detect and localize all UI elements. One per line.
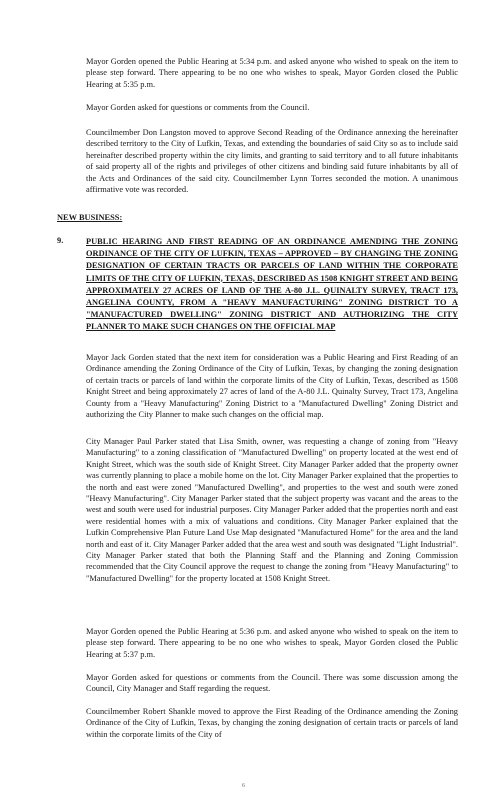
paragraph-annexation-motion: Councilmember Don Langston moved to approve Second Reading of the Ordinance annexing the hereinafter described territory to the City of Lufkin, Texas, and extending the boundaries of said City so as to include said hereinafter described property within the city limits, and granting to said territory and to all future inhabitants of said property all of the rights and privileges of other citizens and binding said future inhabitants by all of the Acts and Ordinances of the said city. Councilmember Lynn Torres seconded the motion. A unanimous affirmative vote was recorded. xyxy=(86,128,458,195)
page-number: 6 xyxy=(242,783,245,789)
paragraph-public-hearing-zoning: Mayor Gorden opened the Public Hearing at 5:36 p.m. and asked anyone who wished to speak on the item to please step forward. There appearing to be no one who wishes to speak, Mayor Gorden closed the Public Hearing at 5:37 p.m. xyxy=(86,627,458,659)
paragraph-council-questions: Mayor Gorden asked for questions or comments from the Council. xyxy=(86,103,310,112)
paragraph-public-hearing-annexation: Mayor Gorden opened the Public Hearing at 5:34 p.m. and asked anyone who wished to speak on the item to please step forward. There appearing to be no one who wishes to speak, Mayor Gorden closed the Public Hearing at 5:35 p.m. xyxy=(86,57,458,89)
paragraph-zoning-motion: Councilmember Robert Shankle moved to approve the First Reading of the Ordinance amending the Zoning Ordinance of the City of Lufkin, Texas, by changing the zoning designation of certain tracts or parcels of land within the corporate limits of the City of xyxy=(86,707,458,739)
paragraph-city-manager-report: City Manager Paul Parker stated that Lisa Smith, owner, was requesting a change of zoning from "Heavy Manufacturing" to a zoning classification of "Manufactured Dwelling" on property located at the west end of Knight Street, which was the south side of Knight Street. City Manager Parker added that the property owner was currently planning to place a mobile home on the lot. City Manager Parker explained that the properties to the north and east were zoned "Manufactured Dwelling", and properties to the west and south were zoned "Heavy Manufacturing". City Manager Parker stated that the subject property was vacant and the areas to the west and south were used for industrial purposes. City Manager Parker added that the properties north and east were residential homes with a mix of valuations and conditions. City Manager Parker explained that the Lufkin Comprehensive Plan Future Land Use Map designated "Manufactured Home" for the area and the land north and east of it. City Manager Parker added that the area west and south was designated "Light Industrial". City Manager Parker stated that both the Planning Staff and the Planning and Zoning Commission recommended that the City Council approve the request to change the zoning from "Heavy Manufacturing" to "Manufactured Dwelling" for the property located at 1508 Knight Street. xyxy=(86,437,458,583)
paragraph-item-introduction: Mayor Jack Gorden stated that the next item for consideration was a Public Hearing and First Reading of an Ordinance amending the Zoning Ordinance of the City of Lufkin, Texas, by changing the zoning designation of certain tracts or parcels of land within the corporate limits of the City of Lufkin, Texas, described as 1508 Knight Street and being approximately 27 acres of land of the A-80 J.L. Quinalty Survey, Tract 173, Angelina County from a "Heavy Manufacturing" Zoning District to a "Manufactured Dwelling" Zoning District and authorizing the City Planner to make such changes on the official map. xyxy=(86,353,458,420)
agenda-item-title: PUBLIC HEARING AND FIRST READING OF AN ORDINANCE AMENDING THE ZONING ORDINANCE OF THE CITY OF LUFKIN, TEXAS – APPROVED – BY CHANGING THE ZONING DESIGNATION OF CERTAIN TRACTS OR PARCELS OF LAND WITHIN THE CORPORATE LIMITS OF THE CITY OF LUFKIN, TEXAS, DESCRIBED AS 1508 KNIGHT STREET AND BEING APPROXIMATELY 27 ACRES OF LAND OF THE A-80 J.L. QUINALTY SURVEY, TRACT 173, ANGELINA COUNTY, FROM A "HEAVY MANUFACTURING" ZONING DISTRICT TO A "MANUFACTURED DWELLING" ZONING DISTRICT AND AUTHORIZING THE CITY PLANNER TO MAKE SUCH CHANGES ON THE OFFICIAL MAP xyxy=(86,237,458,332)
section-heading-new-business: NEW BUSINESS: xyxy=(57,213,123,222)
paragraph-council-discussion: Mayor Gorden asked for questions or comments from the Council. There was some discussion among the Council, City Manager and Staff regarding the request. xyxy=(86,673,458,694)
agenda-item-number: 9. xyxy=(57,236,64,245)
